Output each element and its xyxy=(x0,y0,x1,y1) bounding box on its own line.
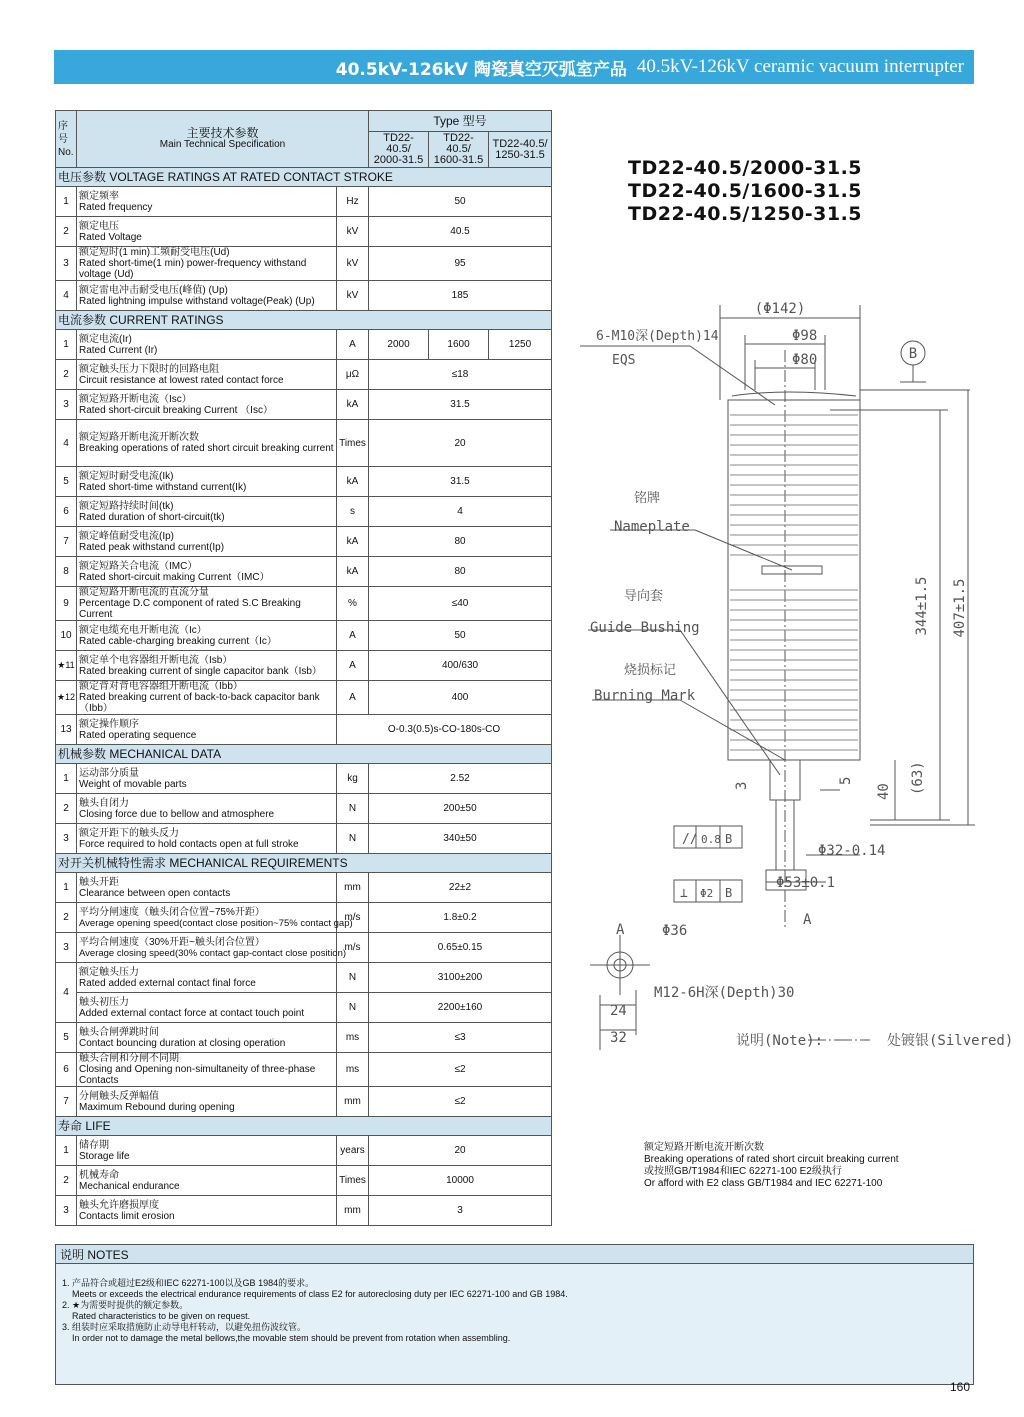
section-current: 电流参数 CURRENT RATINGS xyxy=(56,311,552,330)
table-row: 1 额定频率 Rated frequency Hz 50 xyxy=(56,187,552,217)
dim-40: 40 xyxy=(876,783,892,800)
table-row: ★11 额定单个电容器组开断电流（Isb） Rated breaking current of single capacitor bank（Isb） A 400/630 xyxy=(56,651,552,681)
table-row: 3 额定短时(1 min)工频耐受电压(Ud) Rated short-time(1 min) power-frequency withstand voltage (Ud) kV 95 xyxy=(56,247,552,281)
model-list xyxy=(628,157,862,226)
table-row: 5 额定短时耐受电流(Ik) Rated short-time withstand current(Ik) kA 31.5 xyxy=(56,467,552,497)
dim-5: 5 xyxy=(838,776,854,785)
type-header: Type 型号 xyxy=(369,111,552,132)
table-header-row xyxy=(56,111,552,132)
table-row: 7 分闸触头反弹幅值 Maximum Rebound during opening mm ≤2 xyxy=(56,1087,552,1117)
table-row: 2 平均分闸速度（触头闭合位置~75%开距） Average opening speed(contact close position~75% contact gap) m/s 1.8±0.2 xyxy=(56,903,552,933)
tol-b1: B xyxy=(725,832,733,846)
dim-32: 32 xyxy=(610,1030,627,1046)
table-row: 5 触头合闸弹跳时间 Contact bouncing duration at closing operation ms ≤3 xyxy=(56,1023,552,1053)
model-name: TD22-40.5/1600-31.5 xyxy=(628,180,863,202)
tol-phi2: Φ2 xyxy=(700,887,714,900)
flatness-icon: // xyxy=(682,832,698,847)
table-row: 3 额定短路开断电流（Isc） Rated short-circuit breaking Current （Isc） kA 31.5 xyxy=(56,390,552,420)
guide-en: Guide Bushing xyxy=(590,620,700,636)
notes-title: 说明 NOTES xyxy=(55,1244,974,1264)
dim-d142: (Φ142) xyxy=(754,301,806,317)
table-row: 3 额定开距下的触头反力 Force required to hold contacts open at full stroke N 340±50 xyxy=(56,824,552,854)
type-col-1: TD22-40.5/ 2000-31.5 xyxy=(369,132,429,168)
section-a-mark: A xyxy=(803,912,812,928)
breaking-note: 额定短路开断电流开断次数 Breaking operations of rated short circuit breaking current 或按照GB/T1984和IEC 62271-100 E2级执行 Or afford with E2 class GB/T1984 and IEC 62271-100 xyxy=(644,1142,899,1189)
table-row: 13 额定操作顺序 Rated operating sequence O-0.3(0.5)s-CO-180s-CO xyxy=(56,715,552,745)
table-row: 2 触头自闭力 Closing force due to bellow and atmosphere N 200±50 xyxy=(56,794,552,824)
nameplate-en: Nameplate xyxy=(614,519,690,535)
table-row: 4 额定触头压力 Rated added external contact final force N 3100±200 xyxy=(56,963,552,993)
note-label: 说明(Note): xyxy=(736,1033,824,1049)
section-voltage: 电压参数 VOLTAGE RATINGS AT RATED CONTACT STROKE xyxy=(56,168,552,187)
technical-drawing xyxy=(570,290,1014,1070)
dim-d80: Φ80 xyxy=(792,352,818,368)
spec-header-zh: 主要技术参数 xyxy=(186,126,259,140)
tol-08: 0.8 xyxy=(701,833,721,846)
dim-3: 3 xyxy=(734,781,750,790)
dim-63: (63) xyxy=(910,761,926,795)
dim-d98: Φ98 xyxy=(792,328,818,344)
nameplate-zh: 铭牌 xyxy=(634,491,661,506)
table-row: 7 额定峰值耐受电流(Ip) Rated peak withstand current(Ip) kA 80 xyxy=(56,527,552,557)
table-row: 1 触头开距 Clearance between open contacts mm 22±2 xyxy=(56,873,552,903)
table-row: 9 额定短路开断电流的直流分量 Percentage D.C component of rated S.C Breaking Current % ≤40 xyxy=(56,587,552,621)
type-col-3: TD22-40.5/ 1250-31.5 xyxy=(489,132,552,168)
silvered-label: 处镀银(Silvered) xyxy=(887,1033,1014,1049)
table-row: 1 储存期 Storage life years 20 xyxy=(56,1136,552,1166)
banner-title-en: 40.5kV-126kV ceramic vacuum interrupter xyxy=(636,56,964,77)
table-row: 2 机械寿命 Mechanical endurance Times 10000 xyxy=(56,1166,552,1196)
spec-table xyxy=(55,110,552,1226)
no-header-en: No. xyxy=(58,146,74,158)
burn-en: Burning Mark xyxy=(594,688,696,704)
section-mechanical: 机械参数 MECHANICAL DATA xyxy=(56,745,552,764)
perpendicular-icon: ⊥ xyxy=(680,886,688,901)
title-banner xyxy=(54,50,974,84)
thread-label: 6-M10深(Depth)14 xyxy=(596,329,719,344)
section-switch-requirements: 对开关机械特性需求 MECHANICAL REQUIREMENTS xyxy=(56,854,552,873)
table-row: 6 触头合闸和分闸不同期 Closing and Opening non-simultaneity of three-phase Contacts ms ≤2 xyxy=(56,1053,552,1087)
page-number: 160 xyxy=(950,1380,971,1394)
banner-title-zh: 40.5kV-126kV 陶瓷真空灭弧室产品 xyxy=(335,59,627,80)
table-row: 1 额定电流(Ir) Rated Current (Ir) A 2000 1600 1250 xyxy=(56,330,552,360)
table-row: 2 额定触头压力下限时的回路电阻 Circuit resistance at lowest rated contact force μΩ ≤18 xyxy=(56,360,552,390)
notes-body: 1. 产品符合或超过E2级和IEC 62271-100以及GB 1984的要求。 Meets or exceeds the electrical endurance requirements of class E2 for autoreclosing duty per IEC 62271-100 and GB 1984. 2. ★为需要时提供的额定参数。 Rated characteristics to be given on request. 3. 组装时应采取措施防止动导电杆转动，以避免扭伤波纹管。 In order not to damage the metal bellows,the movable stem should be prevent from rotation when assembling. xyxy=(55,1264,974,1385)
table-row: 10 额定电缆充电开断电流（Ic） Rated cable-charging breaking current（Ic） A 50 xyxy=(56,621,552,651)
table-row: 1 运动部分质量 Weight of movable parts kg 2.52 xyxy=(56,764,552,794)
table-row: 8 额定短路关合电流（IMC） Rated short-circuit making Current（IMC） kA 80 xyxy=(56,557,552,587)
tol-b2: B xyxy=(725,886,733,900)
dim-d53: Φ53±0.1 xyxy=(776,875,836,891)
table-row: 3 触头允许磨损厚度 Contacts limit erosion mm 3 xyxy=(56,1196,552,1226)
dim-d32: Φ32-0.14 xyxy=(818,843,886,859)
type-col-2: TD22-40.5/ 1600-31.5 xyxy=(429,132,489,168)
burn-zh: 烧损标记 xyxy=(624,663,677,678)
table-row: 4 额定雷电冲击耐受电压(峰值) (Up) Rated lightning impulse withstand voltage(Peak) (Up) kV 185 xyxy=(56,281,552,311)
dim-407: 407±1.5 xyxy=(952,578,968,638)
spec-header-en: Main Technical Specification xyxy=(159,139,286,150)
section-a-label: A xyxy=(616,922,625,938)
eqs-label: EQS xyxy=(612,353,636,368)
table-row: 触头初压力 Added external contact force at contact touch point N 2200±160 xyxy=(56,993,552,1023)
table-row: 3 平均合闸速度（30%开距~触头闭合位置） Average closing speed(30% contact gap-contact close position) m/s 0.65±0.15 xyxy=(56,933,552,963)
table-row: 2 额定电压 Rated Voltage kV 40.5 xyxy=(56,217,552,247)
table-row: 6 额定短路持续时间(tk) Rated duration of short-circuit(tk) s 4 xyxy=(56,497,552,527)
model-name: TD22-40.5/2000-31.5 xyxy=(628,157,863,179)
table-row: ★12 额定背对背电容器组开断电流（Ibb） Rated breaking current of back-to-back capacitor bank（Ibb） A 400 xyxy=(56,681,552,715)
no-header-zh: 序 号 xyxy=(58,120,68,145)
table-row: 4 额定短路开断电流开断次数 Breaking operations of rated short circuit breaking current Times 20 xyxy=(56,420,552,467)
model-name: TD22-40.5/1250-31.5 xyxy=(628,203,863,225)
dim-d36: Φ36 xyxy=(662,923,688,939)
dim-344: 344±1.5 xyxy=(914,576,930,636)
dim-24: 24 xyxy=(610,1003,627,1019)
notes-section xyxy=(55,1244,974,1385)
thread-m12: M12-6H深(Depth)30 xyxy=(654,985,795,1001)
section-life: 寿命 LIFE xyxy=(56,1117,552,1136)
datum-b: B xyxy=(908,346,918,362)
guide-zh: 导向套 xyxy=(624,589,664,604)
